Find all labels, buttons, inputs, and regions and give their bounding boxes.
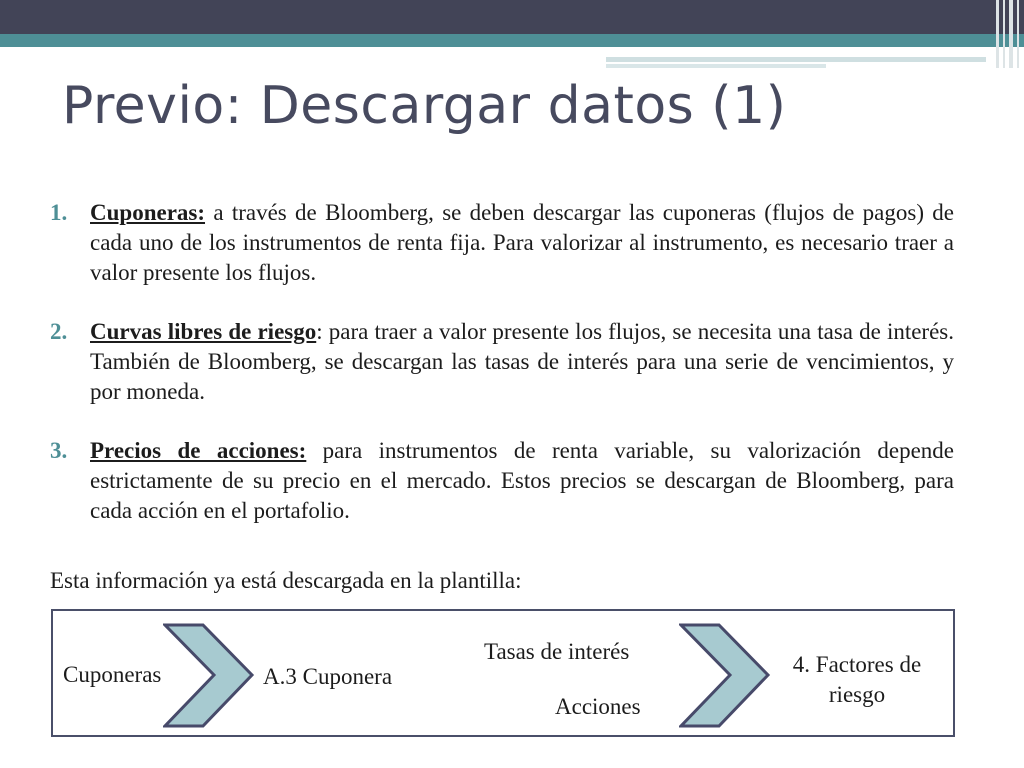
chevron-right-icon [679, 623, 771, 728]
list-item [50, 198, 954, 288]
header-accent-line [1003, 0, 1005, 68]
flow-node-a3-cuponera: A.3 Cuponera [263, 664, 393, 689]
list-term: Precios de acciones: [90, 438, 307, 463]
header-band-dark [0, 0, 1024, 34]
flow-node-acciones: Acciones [555, 694, 641, 719]
header-accent-line [1009, 0, 1013, 68]
list-number: 1. [50, 200, 68, 225]
flow-node-tasas: Tasas de interés [484, 639, 630, 664]
header-accent-line [606, 57, 986, 62]
template-note: Esta información ya está descargada en la plantilla: [50, 568, 522, 593]
list-term: Curvas libres de riesgo [90, 319, 317, 344]
header-accent-line [606, 64, 826, 68]
chevron-right-icon [163, 623, 255, 728]
header-accent-line [1017, 0, 1019, 68]
flow-node-cuponeras: Cuponeras [63, 662, 162, 687]
header-band-teal [0, 34, 1024, 47]
slide-title: Previo: Descargar datos (1) [62, 76, 787, 136]
header-accent-line [996, 0, 999, 68]
list-text: para instrumentos de renta variable, su valorización depende estrictamente de su precio en el mercado. Estos precios se descargan de Bloomberg, para cada acción en el portafolio. [90, 438, 954, 523]
flow-node-label-line: riesgo [828, 682, 886, 707]
list-number: 2. [50, 319, 68, 344]
list-number: 3. [50, 438, 68, 463]
flow-node-label-line: 4. Factores de [792, 652, 922, 677]
list-item [50, 317, 954, 407]
list-text: : para traer a valor presente los flujos, se necesita una tasa de interés. También de Bloomberg, se descargan las tasas de interés para una serie de vencimientos, y por moneda. [90, 319, 955, 404]
list-item [50, 436, 954, 526]
flow-node-factores-riesgo [772, 650, 942, 710]
list-text: a través de Bloomberg, se deben descargar las cuponeras (flujos de pagos) de cada uno de los instrumentos de renta fija. Para valorizar al instrumento, es necesario traer a valor presente los flujos. [90, 200, 954, 285]
download-steps-list [50, 198, 954, 526]
list-term: Cuponeras: [90, 200, 206, 225]
